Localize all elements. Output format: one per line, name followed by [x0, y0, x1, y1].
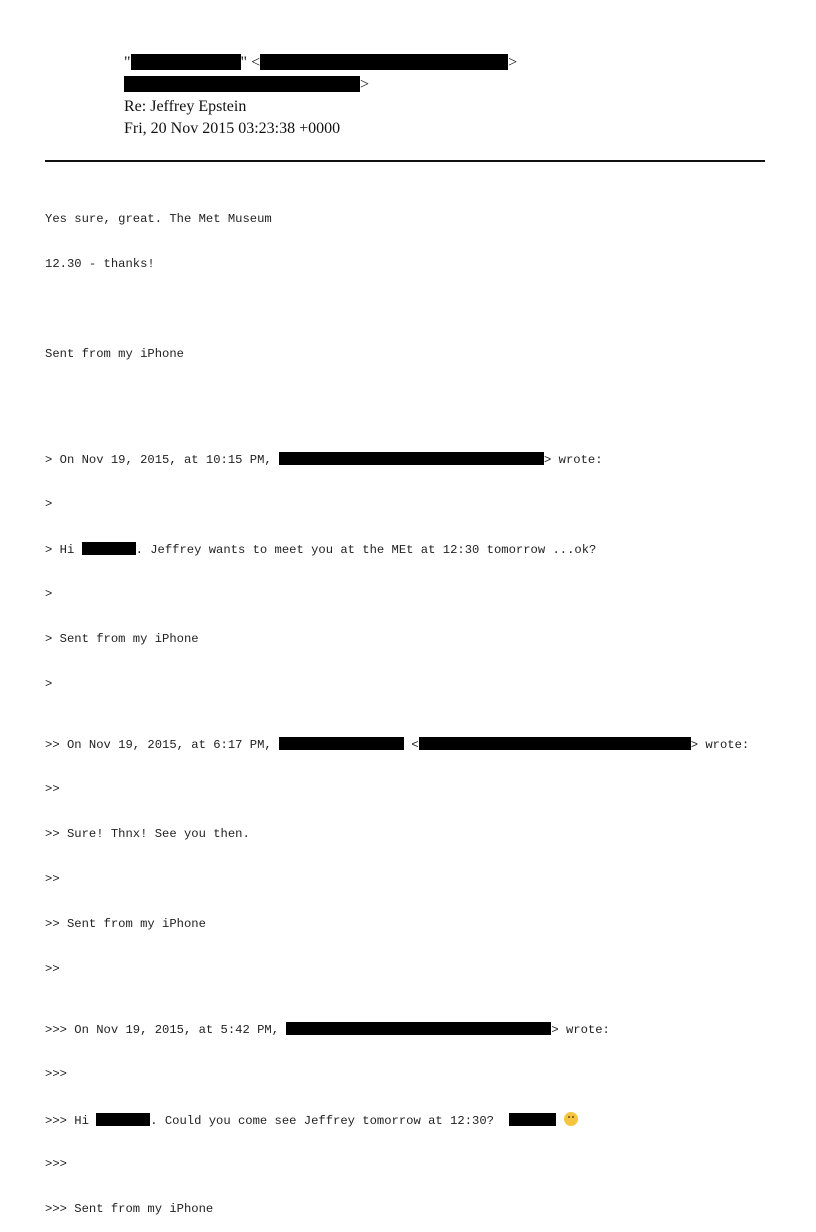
- blank-line: [45, 392, 785, 407]
- redacted-sender-name: [131, 54, 241, 70]
- quote-signature: > Sent from my iPhone: [45, 632, 199, 646]
- quote-line: [45, 542, 785, 557]
- to-value: [124, 75, 369, 95]
- redacted-name: [82, 542, 136, 555]
- from-end: >: [508, 54, 518, 71]
- redacted-signoff: [509, 1113, 556, 1126]
- from-quote-open: ": [124, 54, 131, 71]
- body-line: 12.30 - thanks!: [45, 257, 155, 271]
- subject-value: Re: Jeffrey Epstein: [124, 98, 247, 115]
- body-line: Yes sure, great. The Met Museum: [45, 212, 272, 226]
- redacted-quote-sender: [286, 1022, 551, 1035]
- redacted-recipient: [124, 76, 360, 92]
- quote-bracket-text: <: [404, 738, 419, 752]
- quote-line: >> Sure! Thnx! See you then.: [45, 827, 250, 841]
- from-value: [124, 53, 517, 73]
- redacted-quote-email: [419, 737, 691, 750]
- quote-on-text: >>> On Nov 19, 2015, at 5:42 PM,: [45, 1023, 287, 1037]
- smiling-face-icon: [564, 1112, 578, 1126]
- quote-header: [45, 1022, 785, 1037]
- header-divider: [45, 160, 765, 162]
- quote-on-text: > On Nov 19, 2015, at 10:15 PM,: [45, 453, 280, 467]
- quote-wrote-text: > wrote:: [690, 738, 750, 752]
- quote-line: [45, 1112, 785, 1127]
- redacted-name: [96, 1113, 150, 1126]
- quote-marker: >: [45, 497, 53, 511]
- quote-message-text: . Could you come see Jeffrey tomorrow at 12:30?: [150, 1114, 509, 1128]
- quote-marker: >: [45, 677, 53, 691]
- quote-signature: >>> Sent from my iPhone: [45, 1202, 214, 1216]
- quote-marker: >>: [45, 962, 60, 976]
- redacted-quote-sender: [279, 737, 404, 750]
- quote-wrote-text: > wrote:: [544, 453, 603, 467]
- quote-wrote-text: > wrote:: [551, 1023, 610, 1037]
- quote-hi-text: >>> Hi: [45, 1114, 97, 1128]
- quote-marker: >>: [45, 872, 60, 886]
- redacted-sender-email: [260, 54, 508, 70]
- quote-signature: >> Sent from my iPhone: [45, 917, 206, 931]
- signature-line: Sent from my iPhone: [45, 347, 184, 361]
- quote-marker: >: [45, 587, 53, 601]
- from-quote-close: " <: [240, 54, 261, 71]
- quote-marker: >>: [45, 782, 60, 796]
- quote-header: [45, 452, 785, 467]
- quote-marker: >>>: [45, 1157, 67, 1171]
- quote-header: [45, 737, 785, 752]
- email-body: [45, 182, 785, 1232]
- date-value: Fri, 20 Nov 2015 03:23:38 +0000: [124, 120, 341, 137]
- to-end: >: [360, 76, 370, 93]
- quote-marker: >>>: [45, 1067, 67, 1081]
- quote-hi-text: > Hi: [45, 543, 82, 557]
- redacted-quote-sender: [279, 452, 544, 465]
- blank-line: [45, 302, 785, 317]
- quote-on-text: >> On Nov 19, 2015, at 6:17 PM,: [45, 738, 280, 752]
- quote-message-text: . Jeffrey wants to meet you at the MEt at 12:30 tomorrow ...ok?: [135, 543, 597, 557]
